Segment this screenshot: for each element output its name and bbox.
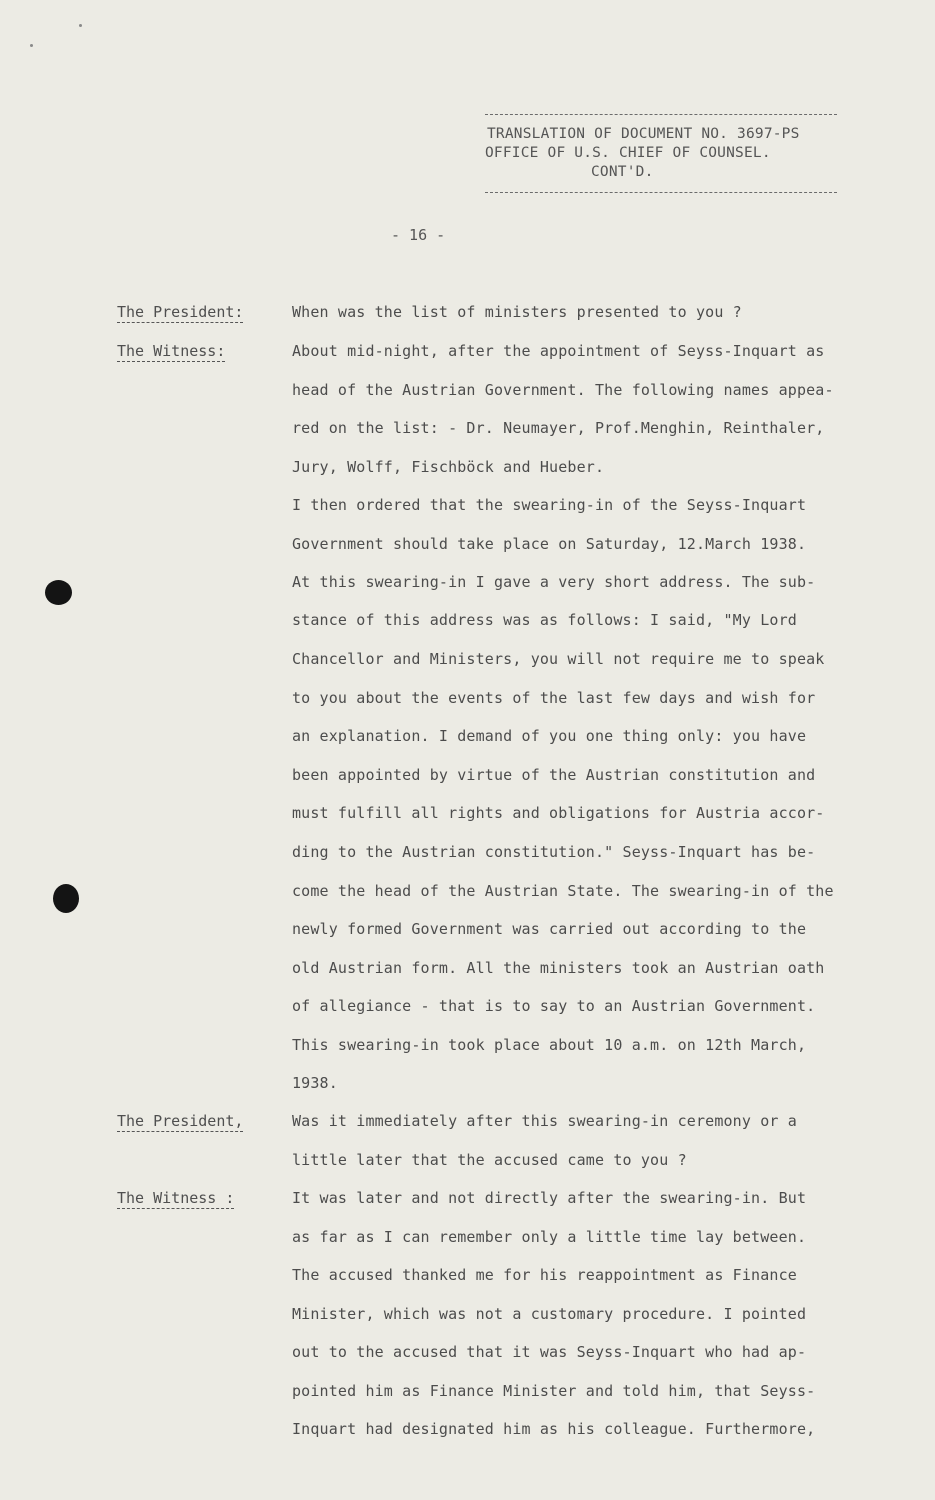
text-line: been appointed by virtue of the Austrian constitution and bbox=[292, 766, 816, 784]
text-line: At this swearing-in I gave a very short address. The sub- bbox=[292, 573, 816, 591]
speaker-label-witness bbox=[117, 1189, 234, 1207]
text-line: must fulfill all rights and obligations for Austria accor- bbox=[292, 804, 825, 822]
punch-hole bbox=[45, 580, 72, 605]
text-line: 1938. bbox=[292, 1074, 338, 1092]
text-line: stance of this address was as follows: I said, "My Lord bbox=[292, 611, 797, 629]
text-line: an explanation. I demand of you one thing only: you have bbox=[292, 727, 807, 745]
speaker-label-text: The Witness : bbox=[117, 1189, 235, 1207]
text-line: The accused thanked me for his reappointment as Finance bbox=[292, 1266, 797, 1284]
header-office-line: OFFICE OF U.S. CHIEF OF COUNSEL. bbox=[485, 145, 771, 161]
text-line: little later that the accused came to you ? bbox=[292, 1151, 687, 1169]
text-line: as far as I can remember only a little time lay between. bbox=[292, 1228, 807, 1246]
paper-speck bbox=[30, 44, 33, 47]
header-bottom-rule bbox=[485, 192, 837, 193]
text-line: come the head of the Austrian State. The swearing-in of the bbox=[292, 882, 834, 900]
text-line: old Austrian form. All the ministers took an Austrian oath bbox=[292, 959, 825, 977]
page-number: - 16 - bbox=[391, 226, 446, 244]
text-line: About mid-night, after the appointment of Seyss-Inquart as bbox=[292, 342, 825, 360]
text-line: This swearing-in took place about 10 a.m. on 12th March, bbox=[292, 1036, 807, 1054]
speaker-label-president bbox=[117, 1112, 243, 1130]
text-line: I then ordered that the swearing-in of the Seyss-Inquart bbox=[292, 496, 807, 514]
text-line: Minister, which was not a customary procedure. I pointed bbox=[292, 1305, 807, 1323]
header-translation-line: TRANSLATION OF DOCUMENT NO. 3697-PS bbox=[487, 126, 800, 142]
text-line: Jury, Wolff, Fischböck and Hueber. bbox=[292, 458, 605, 476]
header-contd-line: CONT'D. bbox=[591, 164, 654, 180]
speaker-label-text: The President, bbox=[117, 1112, 244, 1130]
speaker-label-text: The President: bbox=[117, 303, 244, 321]
punch-hole bbox=[53, 884, 79, 913]
text-line: It was later and not directly after the swearing-in. But bbox=[292, 1189, 807, 1207]
text-line: Was it immediately after this swearing-in ceremony or a bbox=[292, 1112, 797, 1130]
text-line: out to the accused that it was Seyss-Inquart who had ap- bbox=[292, 1343, 807, 1361]
text-line: Inquart had designated him as his colleague. Furthermore, bbox=[292, 1420, 816, 1438]
text-line: Government should take place on Saturday, 12.March 1938. bbox=[292, 535, 807, 553]
speaker-label-witness bbox=[117, 342, 225, 360]
text-line: pointed him as Finance Minister and told him, that Seyss- bbox=[292, 1382, 816, 1400]
text-line: Chancellor and Ministers, you will not require me to speak bbox=[292, 650, 825, 668]
header-top-rule bbox=[485, 114, 837, 115]
text-line: newly formed Government was carried out according to the bbox=[292, 920, 807, 938]
text-line: red on the list: - Dr. Neumayer, Prof.Menghin, Reinthaler, bbox=[292, 419, 825, 437]
text-line: When was the list of ministers presented to you ? bbox=[292, 303, 742, 321]
document-header bbox=[485, 114, 837, 193]
speaker-label-text: The Witness: bbox=[117, 342, 226, 360]
text-line: head of the Austrian Government. The following names appea- bbox=[292, 381, 834, 399]
speaker-label-president bbox=[117, 303, 243, 321]
paper-speck bbox=[79, 24, 82, 27]
text-line: of allegiance - that is to say to an Austrian Government. bbox=[292, 997, 816, 1015]
text-line: to you about the events of the last few days and wish for bbox=[292, 689, 816, 707]
text-line: ding to the Austrian constitution." Seyss-Inquart has be- bbox=[292, 843, 816, 861]
